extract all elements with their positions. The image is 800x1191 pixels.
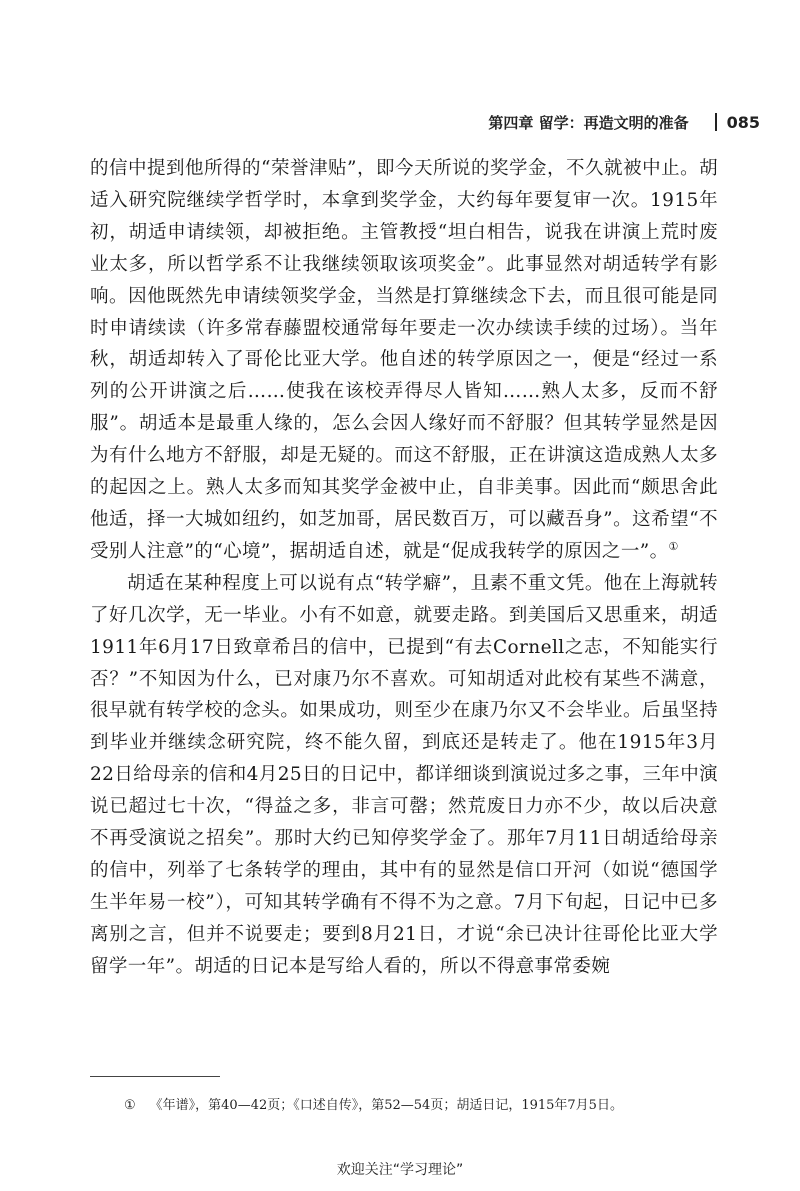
footnote-text: 《年谱》，第40—42页；《口述自传》，第52—54页；胡适日记，1915年7月5日。 — [149, 1098, 623, 1113]
footnote — [124, 1097, 724, 1115]
footnote-reference: ① — [668, 539, 679, 553]
paragraph-2 — [90, 568, 718, 983]
footnote-mark: ① — [124, 1098, 136, 1113]
body-text — [90, 153, 718, 983]
watermark-banner: 欢迎关注“学习理论” — [336, 1162, 464, 1178]
paragraph-1 — [90, 153, 718, 568]
chapter-title: 第四章 留学：再造文明的准备 — [488, 113, 689, 132]
running-header — [480, 109, 760, 135]
page-number: 085 — [726, 112, 760, 132]
header-divider — [715, 113, 717, 131]
footnote-divider — [90, 1076, 220, 1077]
paragraph-2-text: 胡适在某种程度上可以说有点“转学癖”，且素不重文凭。他在上海就转了好几次学，无一毕业。小有不如意，就要走路。到美国后又思重来，胡适1911年6月17日致章希吕的信中，已提到“有去Cornell之志，不知能实行否？”不知因为什么，已对康乃尔不喜欢。可知胡适对此校有某些不满意，很早就有转学校的念头。如果成功，则至少在康乃尔又不会毕业。后虽坚持到毕业并继续念研究院，终不能久留，到底还是转走了。他在1915年3月22日给母亲的信和4月25日的日记中，都详细谈到演说过多之事，三年中演说已超过七十次，“得益之多，非言可罄；然荒废日力亦不少，故以后决意不再受演说之招矣”。那时大约已知停奖学金了。那年7月11日胡适给母亲的信中，列举了七条转学的理由，其中有的显然是信口开河（如说“德国学生半年易一校”），可知其转学确有不得不为之意。7月下旬起，日记中已多离别之言，但并不说要走；要到8月21日，才说“余已决计往哥伦比亚大学留学一年”。胡适的日记本是写给人看的，所以不得意事常委婉 — [90, 572, 718, 977]
paragraph-1-text: 的信中提到他所得的“荣誉津贴”，即今天所说的奖学金，不久就被中止。胡适入研究院继续学哲学时，本拿到奖学金，大约每年要复审一次。1915年初，胡适申请续领，却被拒绝。主管教授“坦白相告，说我在讲演上荒时废业太多，所以哲学系不让我继续领取该项奖金”。此事显然对胡适转学有影响。因他既然先申请续领奖学金，当然是打算继续念下去，而且很可能是同时申请续读（许多常春藤盟校通常每年要走一次办续读手续的过场）。当年秋，胡适却转入了哥伦比亚大学。他自述的转学原因之一，便是“经过一系列的公开讲演之后……使我在该校弄得尽人皆知……熟人太多，反而不舒服”。胡适本是最重人缘的，怎么会因人缘好而不舒服？但其转学显然是因为有什么地方不舒服，却是无疑的。而这不舒服，正在讲演这造成熟人太多的起因之上。熟人太多而知其奖学金被中止，自非美事。因此而“颇思舍此他适，择一大城如纽约，如芝加哥，居民数百万，可以藏吾身”。这希望“不受别人注意”的“心境”，据胡适自述，就是“促成我转学的原因之一”。 — [90, 158, 718, 562]
